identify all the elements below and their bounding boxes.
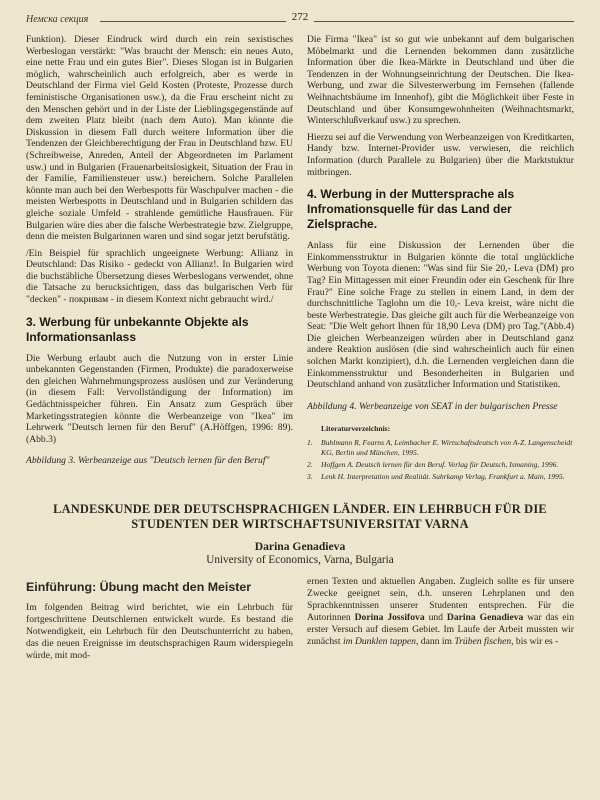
right-column <box>307 34 574 484</box>
reference-item <box>307 460 574 470</box>
paragraph: Im folgenden Beitrag wird berichtet, wie ein Lehrbuch für fortgeschrittene Deutschlernen entwickelt wurde. Es bestand die Notwendigkeit, ein Lehrbuch für den Deutschunterricht zu haben, das die neuen Ereignisse im deutschsprachigen Raum widerspiegeln würde, mit mod- <box>26 602 293 662</box>
page-number-wrap <box>26 11 574 23</box>
reference-number: 1. <box>307 438 313 448</box>
idiom-italic: im Dunklen tappen <box>342 636 416 648</box>
reference-item <box>307 438 574 458</box>
figure-caption: Abbildung 4. Werbeanzeige von SEAT in der bulgarischen Presse <box>307 400 558 412</box>
reference-text: Hoffgen A. Deutsch lernen für den Beruf. Verlag für Deutsch, Ismaning, 1996. <box>321 460 559 470</box>
article-right-column <box>307 576 574 667</box>
paragraph: /Ein Beispiel für sprachlich ungeeignete Werbung: Allianz in Deutschland: Das Risiko - gedeckt von Allianz!. In Bulgarien wird die buchstäbliche Übersetzung dieses Werbeslogans verwendet, ohne die Tatsache zu berucksichtigen, dass das bulgarischen Verb für "decken" - покривам - in diesem Kontext nicht gebraucht wird./ <box>26 247 293 306</box>
paragraph: Anlass für eine Diskussion der Lernenden über die Einkommensstruktur in Bulgarien könnte die total unglückliche Werbung von Toyota dienen: "Was sind für Sie 20,- Leva (DM) pro Tag? Ein Mittagessen mit einer Freundin oder ein Geschenk für Ihre Frau?" Eine solche Frage zu stellen in einem Land, in dem der durchschnittliche Taglohn um die 10,- Leva kreist, wäre nicht die beste Werbestrategie. Das gleiche gilt auch für die Werbeanzeige von Seat: "Die Welt gehort Ihnen für 18,90 Leva (DM) pro Tag."(Abb.4) Die gleichen Werbeanzeigen würden aber in Deutschland ganz andere Reaktion auslösen (die sind wahrscheinlich auch für einen solchen Markt konzipiert), d.h. die Lernenden vergleichen dann die Einkommensstruktur und Besonderheiten in Bulgarien und Deutschland anhand von zusätzlicher Information und Statistiken. <box>307 240 574 391</box>
references-title: Literaturverzeichnis: <box>321 424 391 434</box>
reference-item <box>307 472 574 482</box>
paragraph: Hierzu sei auf die Verwendung von Werbeanzeigen von Kreditkarten, Handy bzw. Internet-Provider usw. verwiesen, die reichlich Information (durch Parallele zu Bulgarien) über die Marktstuktur mitbringen. <box>307 131 574 178</box>
author-name-bold: Darina Genadieva <box>446 612 524 624</box>
article-author: Darina Genadieva <box>254 540 346 554</box>
article-affiliation: University of Economics, Varna, Bulgaria <box>206 554 394 567</box>
text-run: war das ein erster Versuch auf diesem Gebiet. Im Laufe der Arbeit mussten wir zunächst <box>307 612 574 648</box>
section-label: Немска секция <box>26 14 89 25</box>
idiom-italic: Trüben fischen <box>454 636 512 648</box>
section-heading: 4. Werbung in der Muttersprache als Infromationsquelle für das Land der Zielsprache. <box>307 187 515 232</box>
article-heading: Einführung: Übung macht den Meister <box>26 580 252 595</box>
article-columns <box>26 576 574 667</box>
paragraph <box>307 576 574 648</box>
page-number: 272 <box>286 11 315 23</box>
paragraph: Die Werbung erlaubt auch die Nutzung von in erster Linie unbekannten Gegenstanden (Firmen, Produkte) die paradoxerweise den gleichen Wahrnehmungsprozess auslösen und zur Veränderung (in diesem Fall: Vervollständigung der Information) im Gedächtnisspeicher führen. Ein Ansatz zum Gespräch über Marketingsstrategien könnte die Werbeanzeige von "Ikea" im Lehrwerk "Deutsch lernen für den Beruf" (A.Höffgen, 1996: 89). (Abb.3) <box>26 352 293 445</box>
article-left-column <box>26 576 293 667</box>
paragraph: Funktion). Dieser Eindruck wird durch ein rein sexistisches Werbeslogan verstärkt: "Was braucht der Mensch: ein neues Auto, eine nette Frau und ein gutes Bier". Dieses Slogan ist in Bulgarien möglich, wahrscheinlich auch erfolgreich, aber es werde in Deutschland der Firma viel Geld Kosten (Proteste, Prozesse durch feministische Organisationen usw.), da die Frau erscheint nicht zu den Menschen gehört und in der Liste der Lieblingsgegenstände auf dem zweiten Platz bleibt (nach dem Auto). Man könnte die Diskussion in diesem Fall durch weitere Information über die Tendenzen der Gleichberechtigung der Frau in Deutschland bzw. EU (Schreibweise, Anreden, Anteil der Abgeordneten im Parlament usw.) und in Bulgarien (Frauenarbeitslosigkeit, Situation der Frau in der Familie, Familiensteuer usw.) bereichern. Solche Parallelen könnte man auch bei den Werbespotts für Waschpulver machen - die meisten Werbespotts in Deutschland und in Bulgarien schildern das gleiche soziale Umfeld - strahlende gemütliche Hausfrauen. Für Bulgarien wäre dies aber die falsche Werbestrategie bzw. Zielgruppe, denn die meisten Bulgarinnen waren und sind sogar jetzt berufstätig. <box>26 34 293 243</box>
left-column <box>26 34 293 484</box>
reference-text: Lenk H. Interpretation und Realität. Suhrkamp Verlag, Frankfurt a. Main, 1995. <box>321 472 565 482</box>
text-run: und <box>424 612 447 624</box>
reference-text: Buhlmann R, Fearns A, Leimbacher E. Wirtschaftsdeutsch von A-Z. Langenscheidt KG, Berlin und München, 1995. <box>321 438 573 458</box>
two-column-body <box>26 34 574 484</box>
new-article <box>26 502 574 667</box>
reference-number: 3. <box>307 472 313 482</box>
author-name-bold: Dorina Jossifova <box>354 612 425 624</box>
text-run: ernen Texten und aktuellen Angaben. Zugleich sollte es für unsere Zwecke geeignet sein, d.h. unseren Lehrplanen und den Sprachkenntnissen unserer Studenten entsprechen. Für die Autorinnen <box>307 576 574 624</box>
references <box>307 424 574 482</box>
reference-number: 2. <box>307 460 313 470</box>
text-run: , bis wir es - <box>511 636 559 648</box>
paragraph: Die Firma "Ikea" ist so gut wie unbekannt auf dem bulgarischen Möbelmarkt und die Lernenden bekommen dann zusätzliche Information über die Ikea-Märkte in Deutschland und über die Tendenzen in der Wohnungseinrichtung der Deutschen. Die Ikea-Werbung, und zwar die Silvesterwerbung im Fernsehen (fallende Weihnachtsbäume im Innenhof), gibt die Möglichkeit über Feste in Deutschland und über Konsumgewohnheiten (Weihnachtsmarkt, Winterschlußverkauf usw.) zu sprechen. <box>307 34 574 127</box>
text-run: , dann im <box>415 636 455 648</box>
section-heading: 3. Werbung für unbekannte Objekte als Informationsanlass <box>26 314 249 344</box>
article-title: LANDESKUNDE DER DEUTSCHSPRACHIGEN LÄNDER. EIN LEHRBUCH FÜR DIE STUDENTEN DER WIRTSCHAFTSUNIVERSITAT VARNA <box>53 502 547 532</box>
page-header <box>26 10 574 28</box>
figure-caption: Abbildung 3. Werbeanzeige aus "Deutsch lernen für den Beruf" <box>26 455 270 467</box>
